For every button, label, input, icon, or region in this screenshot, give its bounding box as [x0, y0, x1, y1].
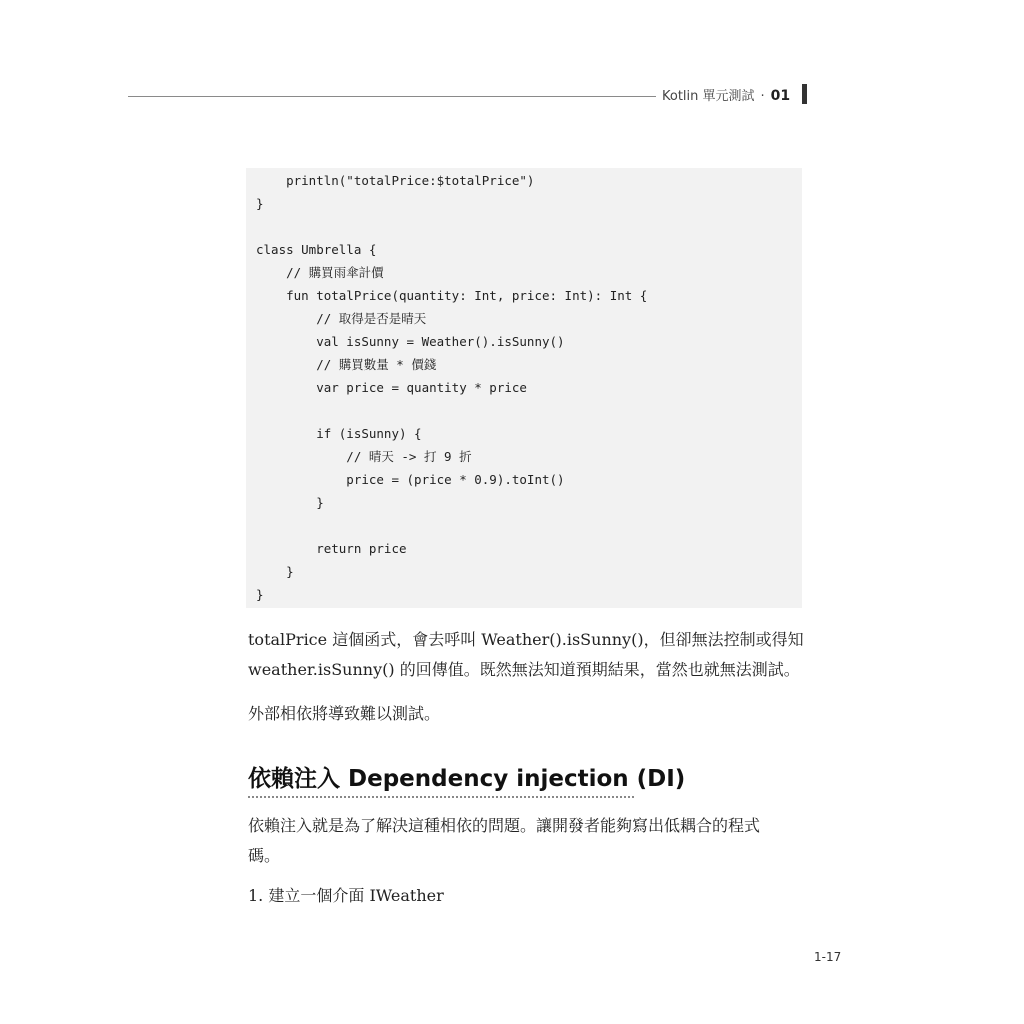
- running-header: [662, 85, 790, 104]
- code-line: val isSunny = Weather().isSunny(): [256, 334, 565, 349]
- code-line: }: [256, 495, 324, 510]
- header-chapter: 01: [770, 88, 791, 104]
- heading-underline: [248, 796, 634, 798]
- code-line: }: [256, 196, 264, 211]
- header-bar: [802, 84, 807, 104]
- code-line: // 取得是否是晴天: [256, 311, 427, 326]
- code-line: price = (price * 0.9).toInt(): [256, 472, 565, 487]
- code-line: if (isSunny) {: [256, 426, 422, 441]
- code-line: class Umbrella {: [256, 242, 377, 257]
- header-rule: [128, 96, 656, 97]
- page-number: 1-17: [814, 950, 842, 964]
- paragraph-line: 依賴注入就是為了解決這種相依的問題。讓開發者能夠寫出低耦合的程式: [248, 816, 761, 835]
- header-title: Kotlin 單元測試: [662, 89, 755, 104]
- code-line: fun totalPrice(quantity: Int, price: Int): Int {: [256, 288, 648, 303]
- header-separator: ‧: [760, 89, 765, 104]
- code-line: // 購買雨傘計價: [256, 265, 384, 280]
- code-line: }: [256, 564, 294, 579]
- section-heading: 依賴注入 Dependency injection (DI): [248, 766, 686, 792]
- list-item: 1. 建立一個介面 IWeather: [248, 886, 444, 905]
- paragraph-line: 碼。: [248, 846, 281, 865]
- code-line: var price = quantity * price: [256, 380, 527, 395]
- code-block: [246, 168, 802, 608]
- code-line: // 晴天 -> 打 9 折: [256, 449, 472, 464]
- code-line: // 購買數量 * 價錢: [256, 357, 437, 372]
- code-line: println("totalPrice:$totalPrice"): [256, 173, 535, 188]
- paragraph-line: weather.isSunny() 的回傳值。既然無法知道預期結果，當然也就無法測試。: [248, 660, 800, 679]
- paragraph-line: totalPrice 這個函式，會去呼叫 Weather().isSunny()，但卻無法控制或得知: [248, 630, 804, 649]
- code-line: }: [256, 587, 264, 602]
- code-line: return price: [256, 541, 407, 556]
- paragraph: 外部相依將導致難以測試。: [248, 704, 441, 723]
